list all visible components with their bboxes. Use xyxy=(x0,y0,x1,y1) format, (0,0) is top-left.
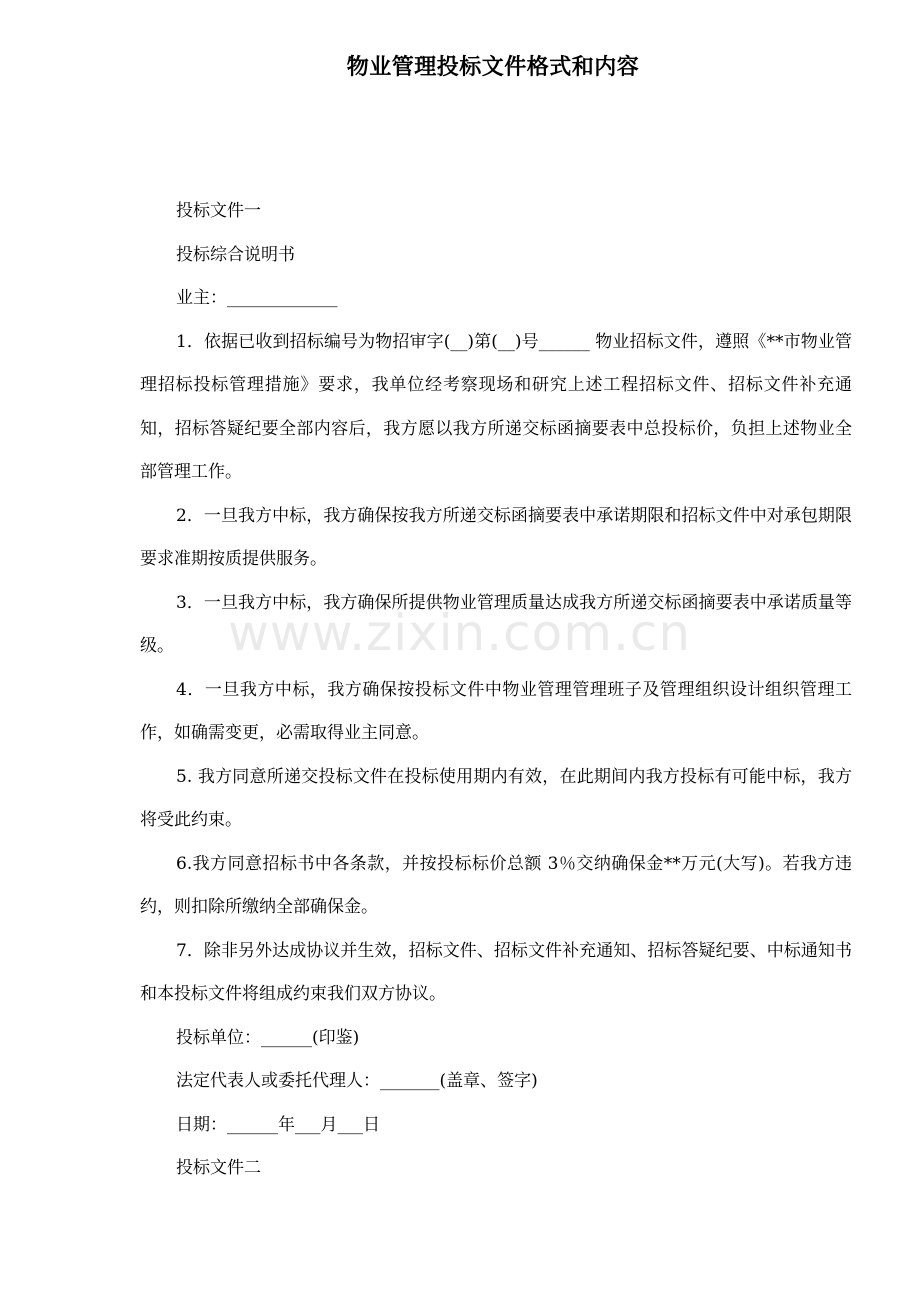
document-title: 物业管理投标文件格式和内容 xyxy=(346,54,640,80)
clause-6: 6.我方同意招标书中各条款，并按投标标价总额 3％交纳确保金**万元(大写)。若我方违约，则扣除所缴纳全部确保金。 xyxy=(140,853,852,917)
clause-4: 4．一旦我方中标，我方确保按投标文件中物业管理管理班子及管理组织设计组织管理工作，如确需变更，必需取得业主同意。 xyxy=(140,679,852,743)
representative-line: 法定代表人或委托代理人：_______(盖章、签字) xyxy=(176,1071,538,1091)
section-heading-1: 投标文件一 xyxy=(176,201,261,221)
clause-7: 7．除非另外达成协议并生效，招标文件、招标文件补充通知、招标答疑纪要、中标通知书和本投标文件将组成约束我们双方协议。 xyxy=(140,940,852,1004)
owner-line: 业主：_____________ xyxy=(176,288,338,308)
document-body xyxy=(140,190,852,1191)
bidder-line: 投标单位：______(印鉴) xyxy=(176,1027,360,1048)
clause-3: 3．一旦我方中标，我方确保所提供物业管理质量达成我方所递交标函摘要表中承诺质量等级。 xyxy=(140,592,852,656)
clause-2: 2．一旦我方中标，我方确保按我方所递交标函摘要表中承诺期限和招标文件中对承包期限要求准期按质提供服务。 xyxy=(140,505,852,569)
section-heading-2: 投标文件二 xyxy=(176,1158,261,1178)
watermark: www.zixin.com.cn xyxy=(228,604,692,662)
clause-1: 1．依据已收到招标编号为物招审字(__)第(__)号______ 物业招标文件，遵照《**市物业管理招标投标管理措施》要求，我单位经考察现场和研究上述工程招标文件、招标文件补充通知，招标答疑纪要全部内容后，我方愿以我方所递交标函摘要表中总投标价，负担上述物业全部管理工作。 xyxy=(140,331,852,482)
clause-5: 5. 我方同意所递交投标文件在投标使用期内有效，在此期间内我方投标有可能中标，我方将受此约束。 xyxy=(140,766,852,830)
date-line: 日期：______年___月___日 xyxy=(176,1114,380,1135)
section-subheading: 投标综合说明书 xyxy=(176,244,295,265)
